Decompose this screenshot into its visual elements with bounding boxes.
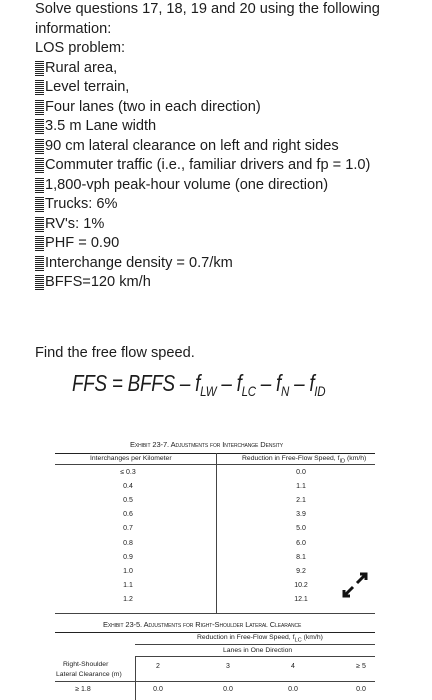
problem-item: Level terrain,	[35, 78, 415, 98]
list-marker-icon	[35, 178, 44, 193]
interchange-density-cell: ≤ 0.3	[120, 469, 136, 476]
interchange-density-cell: 1.1	[123, 581, 133, 589]
problem-item: 3.5 m Lane width	[35, 117, 415, 137]
find-prompt: Find the free flow speed.	[35, 345, 195, 361]
table2-lanes-rule	[135, 656, 375, 657]
list-marker-icon	[35, 256, 44, 271]
col-interchanges-header: Interchanges per Kilometer	[90, 455, 172, 462]
col-reduction-header: Reduction in Free-Flow Speed, $f_{ID}$ (km/h)	[242, 455, 367, 465]
clearance-value: ≥ 1.8	[75, 686, 91, 693]
problem-item: 90 cm lateral clearance on left and right sides	[35, 137, 415, 157]
interchange-density-cell: 0.6	[123, 511, 133, 519]
lane-col-3: 3	[226, 663, 230, 670]
fid-reduction-cell: 3.9	[296, 511, 306, 519]
problem-item: 1,800-vph peak-hour volume (one direction)	[35, 176, 415, 196]
problem-item: Interchange density = 0.7/km	[35, 254, 415, 274]
fLC-lane4: 0.0	[288, 686, 298, 693]
question-text	[35, 0, 415, 293]
list-marker-icon	[35, 236, 44, 251]
formula-lhs: FFS = BFFS	[72, 370, 175, 396]
problem-item: Trucks: 6%	[35, 195, 415, 215]
problem-item: Commuter traffic (i.e., familiar drivers and fp = 1.0)	[35, 156, 415, 176]
fid-reduction-cell: 0.0	[296, 469, 306, 476]
exhibit-23-7-title: Exhibit 23-7. Adjustments for Interchange Density	[130, 440, 284, 449]
fid-reduction-cell: 12.1	[294, 595, 308, 603]
problem-list	[35, 59, 415, 293]
expand-arrows-icon[interactable]	[340, 570, 370, 600]
fid-reduction-cell: 5.0	[296, 525, 306, 533]
problem-item: RV's: 1%	[35, 215, 415, 235]
problem-item: Four lanes (two in each direction)	[35, 98, 415, 118]
fid-reduction-cell: 1.1	[296, 483, 306, 491]
interchange-density-cell: 0.4	[123, 483, 133, 491]
fid-reduction-cell: 10.2	[294, 581, 308, 589]
table-header-rule	[55, 464, 375, 465]
fid-reduction-cell: 8.1	[296, 553, 306, 561]
list-marker-icon	[35, 217, 44, 232]
table2-sub-rule	[135, 644, 375, 645]
list-marker-icon	[35, 275, 44, 290]
list-marker-icon	[35, 197, 44, 212]
fid-reduction-cell: 6.0	[296, 539, 306, 547]
interchange-density-cell: 0.8	[123, 539, 133, 547]
list-marker-icon	[35, 80, 44, 95]
interchange-density-cell: 1.2	[123, 595, 133, 603]
interchange-density-cell: 0.7	[123, 525, 133, 533]
list-marker-icon	[35, 119, 44, 134]
table2-divider	[135, 656, 136, 700]
lane-col-4: 4	[291, 663, 295, 670]
table2-header-bottom-rule	[55, 681, 375, 682]
question-intro: Solve questions 17, 18, 19 and 20 using the following information:	[35, 1, 380, 37]
ffs-formula: FFS = BFFS – $f_{LW} - f_{LC} - f_N - f_{ID}$	[72, 370, 326, 399]
lane-col-5plus: ≥ 5	[356, 663, 366, 670]
problem-item: PHF = 0.90	[35, 234, 415, 254]
exhibit-23-5-title: Exhibit 23-5. Adjustments for Right-Shoulder Lateral Clearance	[103, 620, 302, 629]
table-divider	[216, 453, 217, 613]
fLC-lane2: 0.0	[153, 686, 163, 693]
table2-reduction-header: Reduction in Free-Flow Speed, $f_{LC}$ (km/h)	[197, 634, 323, 644]
lane-col-2: 2	[156, 663, 160, 670]
problem-label: LOS problem:	[35, 40, 126, 56]
list-marker-icon	[35, 158, 44, 173]
interchange-density-cell: 0.9	[123, 553, 133, 561]
table-top-rule	[55, 453, 375, 454]
problem-item: BFFS=120 km/h	[35, 273, 415, 293]
row-label-right-shoulder: Right-Shoulder	[63, 661, 109, 668]
problem-item: Rural area,	[35, 59, 415, 79]
table2-top-rule	[55, 632, 375, 633]
fid-reduction-cell: 9.2	[296, 567, 306, 575]
fLC-lane5plus: 0.0	[356, 686, 366, 693]
table-bottom-rule	[55, 613, 375, 614]
lanes-header: Lanes in One Direction	[223, 647, 293, 654]
list-marker-icon	[35, 100, 44, 115]
fLC-lane3: 0.0	[223, 686, 233, 693]
list-marker-icon	[35, 61, 44, 76]
row-label-lateral-clearance: Lateral Clearance (m)	[56, 671, 122, 678]
interchange-density-cell: 1.0	[123, 567, 133, 575]
list-marker-icon	[35, 139, 44, 154]
fid-reduction-cell: 2.1	[296, 497, 306, 505]
interchange-density-cell: 0.5	[123, 497, 133, 505]
